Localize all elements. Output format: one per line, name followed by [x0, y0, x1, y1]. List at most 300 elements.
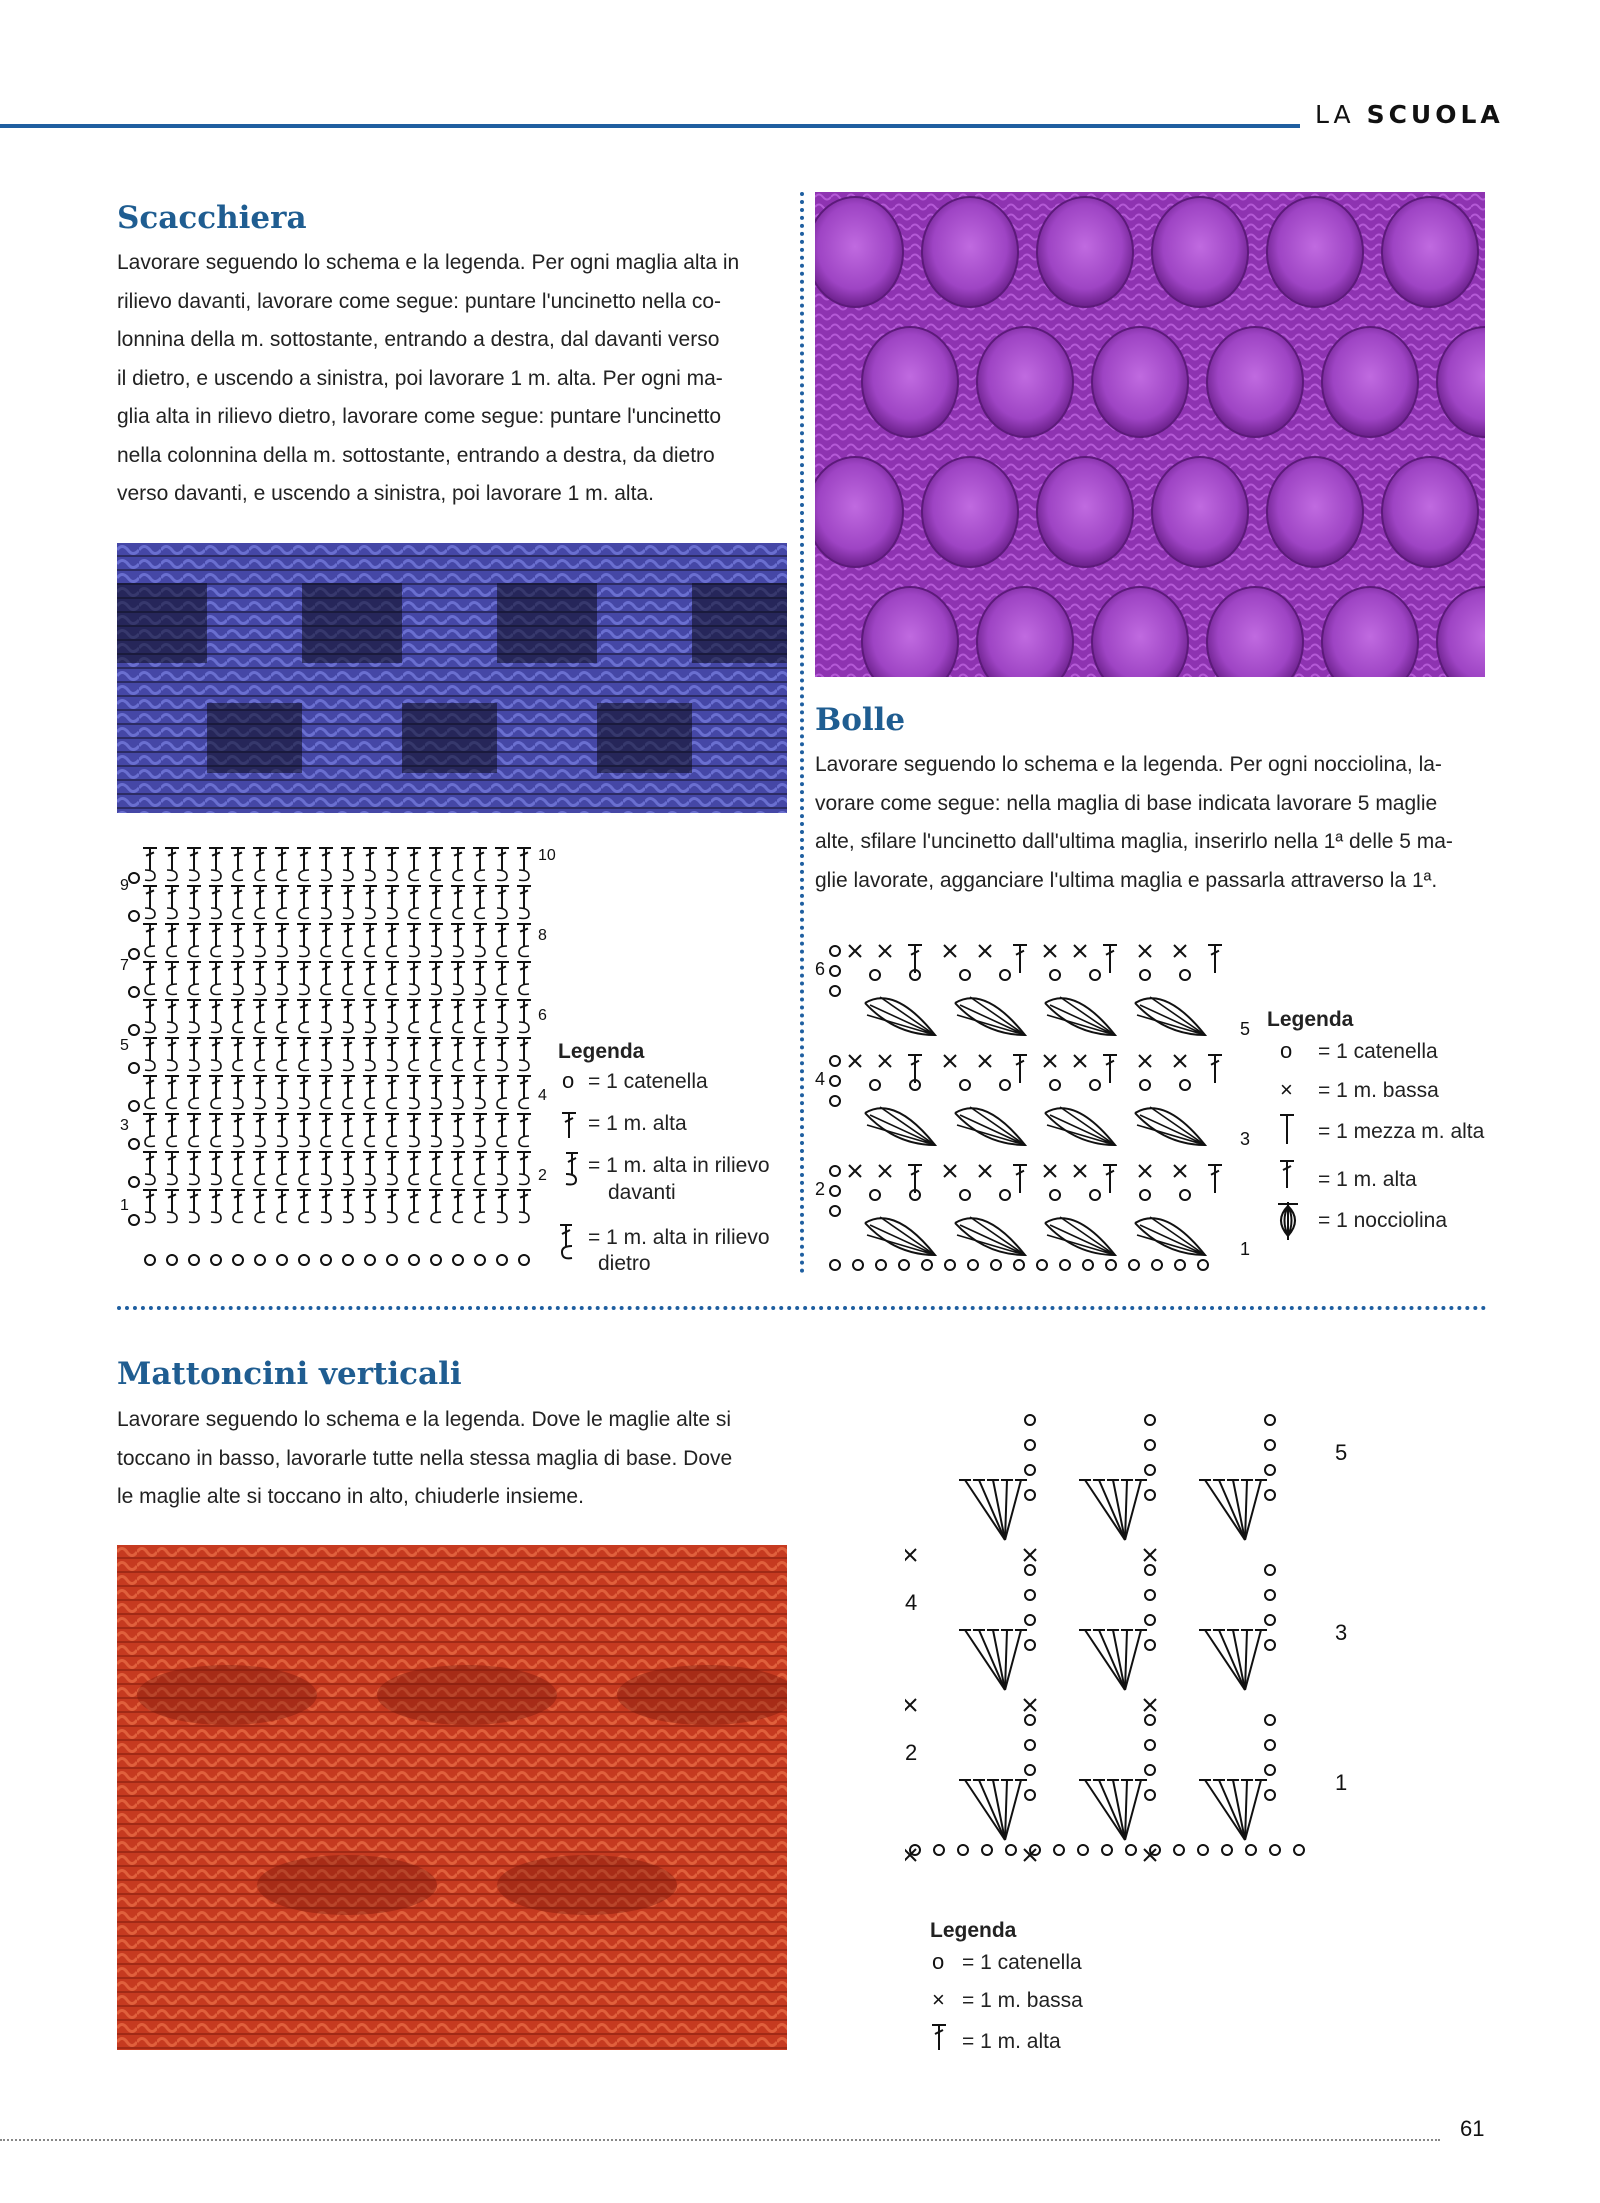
post-stitch-mark [211, 946, 221, 957]
double-crochet-mark [319, 1114, 333, 1136]
chain-stitch-mark [129, 949, 139, 959]
chain-stitch-mark [1265, 1615, 1275, 1625]
double-crochet-mark [473, 848, 487, 870]
single-crochet-mark [1144, 1699, 1156, 1711]
mattoncini-chart [905, 1410, 1365, 1875]
double-crochet-mark [275, 1000, 289, 1022]
chain-stitch-mark [1222, 1845, 1232, 1855]
double-crochet-mark [385, 962, 399, 984]
chain-stitch-mark [129, 1139, 139, 1149]
double-crochet-mark [143, 1076, 157, 1098]
double-crochet-mark [143, 886, 157, 908]
post-stitch-mark [497, 1060, 507, 1071]
double-crochet-mark [473, 1000, 487, 1022]
double-crochet-mark [297, 1038, 311, 1060]
double-crochet-mark [231, 924, 245, 946]
double-crochet-mark [253, 1000, 267, 1022]
post-stitch-mark [189, 1060, 199, 1071]
chain-stitch-mark [1025, 1465, 1035, 1475]
post-stitch-mark [277, 946, 287, 957]
double-crochet-icon [1278, 1158, 1296, 1196]
legend-row: = 1 catenella [962, 1951, 1082, 1974]
post-stitch-mark [497, 1022, 507, 1033]
double-crochet-mark [275, 924, 289, 946]
double-crochet-mark [363, 886, 377, 908]
post-stitch-mark [365, 946, 375, 957]
double-crochet-mark [429, 924, 443, 946]
double-crochet-mark [451, 1038, 465, 1060]
scacchiera-legend-title: Legenda [558, 1040, 645, 1063]
post-stitch-mark [519, 1060, 529, 1071]
row-number: 10 [538, 847, 556, 864]
chain-stitch-mark [830, 1260, 840, 1270]
chain-stitch-mark [409, 1255, 419, 1265]
scacchiera-chart-svg [120, 840, 560, 1280]
bobble-mark [1322, 327, 1418, 437]
chain-stitch-mark [1000, 1080, 1010, 1090]
chain-stitch-mark [1145, 1565, 1155, 1575]
bobble-mark [1382, 457, 1478, 567]
post-stitch-mark [365, 908, 375, 919]
post-stitch-mark [277, 1212, 287, 1223]
post-stitch-mark [255, 870, 265, 881]
post-stitch-mark [497, 1174, 507, 1185]
chain-stitch-mark [830, 1186, 840, 1196]
mattoncini-legend-title: Legenda [930, 1919, 1017, 1942]
chain-stitch-mark [1102, 1845, 1112, 1855]
chain-stitch-icon: o [562, 1068, 575, 1093]
post-stitch-mark [233, 1022, 243, 1033]
chain-stitch-mark [1037, 1260, 1047, 1270]
single-crochet-mark [849, 945, 861, 957]
single-crochet-mark [1144, 1549, 1156, 1561]
chain-stitch-mark [960, 970, 970, 980]
post-stitch-mark [277, 908, 287, 919]
double-crochet-mark [1013, 945, 1027, 973]
post-stitch-mark [453, 1098, 463, 1109]
post-stitch-mark [343, 1174, 353, 1185]
post-stitch-mark [145, 1174, 155, 1185]
section-divider [117, 1306, 1487, 1310]
double-crochet-mark [363, 962, 377, 984]
legend-row: = 1 mezza m. alta [1318, 1120, 1485, 1143]
double-crochet-mark [187, 962, 201, 984]
row-number: 5 [1240, 1019, 1251, 1039]
post-stitch-mark [145, 1060, 155, 1071]
bobble-mark [1037, 197, 1133, 307]
double-crochet-mark [209, 1190, 223, 1212]
double-crochet-mark [165, 962, 179, 984]
post-stitch-mark [167, 908, 177, 919]
text-line: glie lavorate, agganciare l'ultima maglia e passarla attraverso la 1ª. [815, 868, 1438, 892]
chain-stitch-mark [129, 1101, 139, 1111]
row-number: 6 [815, 959, 826, 979]
legend-row: = 1 m. alta [1318, 1168, 1417, 1191]
chain-stitch-mark [1025, 1415, 1035, 1425]
post-stitch-mark [409, 908, 419, 919]
text-line: glia alta in rilievo dietro, lavorare come segue: puntare l'uncinetto [117, 405, 722, 428]
double-crochet-mark [517, 1190, 531, 1212]
double-crochet-mark [319, 1152, 333, 1174]
legend-row: = 1 catenella [588, 1070, 708, 1093]
double-crochet-mark [143, 962, 157, 984]
bobble-mark [1092, 327, 1188, 437]
post-stitch-mark [189, 946, 199, 957]
post-stitch-mark [409, 946, 419, 957]
chain-stitch-mark [1014, 1260, 1024, 1270]
chain-stitch-mark [1090, 970, 1100, 980]
double-crochet-mark [165, 1038, 179, 1060]
double-crochet-mark [253, 886, 267, 908]
chain-stitch-mark [1000, 1190, 1010, 1200]
double-crochet-mark [495, 886, 509, 908]
double-crochet-mark [165, 1000, 179, 1022]
double-crochet-mark [1013, 1055, 1027, 1083]
double-crochet-mark [275, 1152, 289, 1174]
double-crochet-mark [363, 1152, 377, 1174]
post-stitch-mark [453, 908, 463, 919]
post-stitch-mark [387, 1060, 397, 1071]
double-crochet-mark [407, 886, 421, 908]
post-stitch-mark [519, 870, 529, 881]
fan-stitch-mark [1079, 1780, 1147, 1840]
chain-stitch-mark [1083, 1260, 1093, 1270]
chain-stitch-mark [870, 1190, 880, 1200]
chain-stitch-mark [1246, 1845, 1256, 1855]
double-crochet-mark [319, 1190, 333, 1212]
post-stitch-mark [409, 984, 419, 995]
legend-row: = 1 m. alta in rilievo [588, 1154, 770, 1177]
chain-stitch-mark [1145, 1640, 1155, 1650]
chain-stitch-mark [1054, 1845, 1064, 1855]
double-crochet-mark [253, 1152, 267, 1174]
post-stitch-mark [321, 1136, 331, 1147]
post-stitch-mark [475, 1098, 485, 1109]
post-stitch-mark [387, 984, 397, 995]
chain-stitch-mark [453, 1255, 463, 1265]
double-crochet-mark [908, 1165, 922, 1193]
double-crochet-mark [253, 924, 267, 946]
bobble-mark [1382, 197, 1478, 307]
row-number: 6 [538, 1007, 547, 1024]
bobble-mark [815, 457, 903, 567]
chain-stitch-mark [991, 1260, 1001, 1270]
double-crochet-mark [407, 1076, 421, 1098]
chain-stitch-mark [830, 1056, 840, 1066]
bolle-chart [815, 935, 1255, 1280]
legend-row: = 1 m. bassa [1318, 1079, 1439, 1102]
chain-stitch-mark [1265, 1565, 1275, 1575]
post-stitch-mark [233, 1098, 243, 1109]
double-crochet-mark [297, 962, 311, 984]
double-crochet-mark [451, 1000, 465, 1022]
fan-stitch-mark [959, 1480, 1027, 1540]
post-stitch-mark [167, 946, 177, 957]
double-crochet-mark [495, 924, 509, 946]
post-stitch-mark [211, 1098, 221, 1109]
chain-stitch-mark [233, 1255, 243, 1265]
double-crochet-mark [253, 848, 267, 870]
chain-stitch-mark [255, 1255, 265, 1265]
row-number: 1 [1240, 1239, 1251, 1259]
fan-stitch-mark [959, 1780, 1027, 1840]
chain-stitch-mark [1270, 1845, 1280, 1855]
post-stitch-mark [387, 946, 397, 957]
post-stitch-mark [431, 870, 441, 881]
chain-stitch-mark [1025, 1790, 1035, 1800]
post-stitch-mark [453, 870, 463, 881]
single-crochet-mark [879, 1165, 891, 1177]
double-crochet-mark [275, 1114, 289, 1136]
chain-stitch-mark [1025, 1615, 1035, 1625]
double-crochet-mark [143, 1038, 157, 1060]
bobble-mark [977, 327, 1073, 437]
single-crochet-mark [1074, 1165, 1086, 1177]
single-crochet-mark [879, 1055, 891, 1067]
post-stitch-mark [255, 946, 265, 957]
post-stitch-mark [365, 1060, 375, 1071]
bolle-legend-title: Legenda [1267, 1008, 1354, 1031]
post-stitch-mark [431, 908, 441, 919]
single-crochet-mark [1174, 1055, 1186, 1067]
double-crochet-mark [1013, 1165, 1027, 1193]
post-stitch-mark [321, 1098, 331, 1109]
double-crochet-mark [495, 1190, 509, 1212]
double-crochet-mark [341, 1114, 355, 1136]
chain-stitch-mark [876, 1260, 886, 1270]
double-crochet-icon [560, 1110, 578, 1146]
chain-stitch-mark [1145, 1790, 1155, 1800]
post-stitch-mark [189, 1136, 199, 1147]
row-number: 8 [538, 927, 547, 944]
double-crochet-mark [231, 886, 245, 908]
double-crochet-mark [407, 1000, 421, 1022]
double-crochet-mark [275, 962, 289, 984]
double-crochet-mark [1208, 945, 1222, 973]
post-stitch-mark [233, 984, 243, 995]
chain-stitch-mark [1198, 1260, 1208, 1270]
post-stitch-mark [145, 1022, 155, 1033]
scacchiera-title: Scacchiera [117, 200, 307, 236]
post-stitch-mark [233, 908, 243, 919]
double-crochet-mark [363, 1076, 377, 1098]
double-crochet-mark [143, 1000, 157, 1022]
double-crochet-mark [363, 1114, 377, 1136]
fan-stitch-mark [1199, 1630, 1267, 1690]
double-crochet-mark [231, 1114, 245, 1136]
post-stitch-mark [189, 984, 199, 995]
double-crochet-mark [275, 848, 289, 870]
puff-stitch-mark [1045, 1107, 1115, 1145]
post-stitch-mark [387, 1098, 397, 1109]
post-stitch-mark [365, 1098, 375, 1109]
chain-stitch-mark [167, 1255, 177, 1265]
post-stitch-mark [299, 1174, 309, 1185]
post-stitch-mark [475, 870, 485, 881]
double-crochet-mark [341, 962, 355, 984]
post-stitch-mark [497, 946, 507, 957]
post-stitch-mark [233, 946, 243, 957]
post-stitch-mark [343, 1136, 353, 1147]
post-stitch-mark [409, 1098, 419, 1109]
post-stitch-mark [189, 870, 199, 881]
scacchiera-photo [117, 543, 787, 813]
double-crochet-mark [517, 1038, 531, 1060]
scacchiera-chart [120, 840, 560, 1285]
single-crochet-mark [979, 1055, 991, 1067]
chain-stitch-mark [1145, 1615, 1155, 1625]
post-stitch-mark [299, 984, 309, 995]
post-stitch-mark [387, 870, 397, 881]
double-crochet-mark [1103, 1165, 1117, 1193]
double-crochet-mark [429, 1114, 443, 1136]
row-number: 1 [120, 1197, 129, 1214]
post-stitch-mark [497, 1098, 507, 1109]
double-crochet-mark [297, 1076, 311, 1098]
puff-stitch-mark [955, 997, 1025, 1035]
chain-stitch-mark [1050, 1190, 1060, 1200]
post-stitch-mark [343, 1022, 353, 1033]
post-stitch-mark [497, 870, 507, 881]
chain-stitch-icon: o [1280, 1038, 1293, 1063]
chain-stitch-mark [1180, 1080, 1190, 1090]
post-stitch-mark [211, 1060, 221, 1071]
column-divider [800, 192, 804, 1274]
double-crochet-mark [495, 1152, 509, 1174]
post-stitch-mark [167, 1098, 177, 1109]
double-crochet-mark [297, 886, 311, 908]
mattoncini-photo [117, 1545, 787, 2050]
post-stitch-mark [409, 1136, 419, 1147]
double-crochet-mark [319, 924, 333, 946]
post-stitch-mark [233, 1174, 243, 1185]
post-stitch-mark [409, 1022, 419, 1033]
double-crochet-mark [209, 962, 223, 984]
double-crochet-mark [517, 1076, 531, 1098]
chain-stitch-mark [431, 1255, 441, 1265]
chain-stitch-mark [1265, 1465, 1275, 1475]
double-crochet-mark [407, 848, 421, 870]
single-crochet-mark [944, 945, 956, 957]
text-line: Lavorare seguendo lo schema e la legenda. Per ogni nocciolina, la- [815, 753, 1442, 776]
double-crochet-mark [495, 1076, 509, 1098]
text-line: toccano in basso, lavorarle tutte nella stessa maglia di base. Dove [117, 1446, 733, 1470]
double-crochet-mark [209, 1152, 223, 1174]
double-crochet-mark [165, 924, 179, 946]
double-crochet-mark [473, 962, 487, 984]
chain-stitch-mark [129, 1215, 139, 1225]
chain-stitch-mark [1265, 1715, 1275, 1725]
chain-stitch-mark [189, 1255, 199, 1265]
double-crochet-mark [187, 1038, 201, 1060]
single-crochet-mark [849, 1055, 861, 1067]
double-crochet-mark [1103, 1055, 1117, 1083]
post-stitch-mark [475, 1174, 485, 1185]
chain-stitch-mark [1265, 1490, 1275, 1500]
double-crochet-mark [429, 848, 443, 870]
chain-stitch-mark [1145, 1740, 1155, 1750]
post-stitch-mark [233, 1136, 243, 1147]
post-stitch-mark [321, 946, 331, 957]
mattoncini-title: Mattoncini verticali [117, 1356, 462, 1392]
chain-stitch-mark [899, 1260, 909, 1270]
single-crochet-icon: × [1280, 1077, 1293, 1102]
chain-stitch-mark [1126, 1845, 1136, 1855]
post-stitch-mark [321, 1022, 331, 1033]
double-crochet-mark [385, 924, 399, 946]
chain-stitch-mark [1129, 1260, 1139, 1270]
legend-row: = 1 m. alta in rilievo [588, 1226, 770, 1249]
chain-stitch-mark [321, 1255, 331, 1265]
text-line: le maglie alte si toccano in alto, chiuderle insieme. [117, 1485, 584, 1508]
post-stitch-mark [431, 1022, 441, 1033]
post-stitch-mark [519, 1212, 529, 1223]
double-crochet-mark [407, 1114, 421, 1136]
double-crochet-mark [143, 1114, 157, 1136]
double-crochet-mark [495, 848, 509, 870]
post-stitch-mark [167, 870, 177, 881]
chain-stitch-mark [830, 946, 840, 956]
bobble-mark [922, 197, 1018, 307]
double-crochet-mark [165, 1190, 179, 1212]
double-crochet-mark [473, 1114, 487, 1136]
double-crochet-mark [297, 1190, 311, 1212]
double-crochet-mark [165, 848, 179, 870]
bobble-mark [1267, 457, 1363, 567]
chain-stitch-mark [1145, 1765, 1155, 1775]
chain-stitch-mark [1145, 1715, 1155, 1725]
double-crochet-mark [451, 1152, 465, 1174]
chain-stitch-mark [1140, 970, 1150, 980]
double-crochet-mark [495, 1000, 509, 1022]
post-stitch-mark [519, 1022, 529, 1033]
double-crochet-mark [165, 1152, 179, 1174]
post-stitch-mark [497, 1136, 507, 1147]
post-stitch-mark [299, 1022, 309, 1033]
post-stitch-mark [431, 946, 441, 957]
post-stitch-mark [343, 946, 353, 957]
text-line: lonnina della m. sottostante, entrando a destra, dal davanti verso [117, 328, 720, 351]
double-crochet-mark [363, 1190, 377, 1212]
double-crochet-mark [319, 962, 333, 984]
chain-stitch-mark [129, 1177, 139, 1187]
double-crochet-mark [187, 886, 201, 908]
fan-stitch-mark [959, 1630, 1027, 1690]
post-stitch-mark [365, 870, 375, 881]
chain-stitch-mark [1198, 1845, 1208, 1855]
post-stitch-mark [475, 908, 485, 919]
post-stitch-mark [233, 870, 243, 881]
post-stitch-mark [167, 1174, 177, 1185]
double-crochet-mark [407, 1190, 421, 1212]
post-stitch-mark [255, 1212, 265, 1223]
row-number: 2 [815, 1179, 826, 1199]
row-number: 3 [120, 1117, 129, 1134]
post-stitch-mark [167, 1060, 177, 1071]
post-stitch-mark [387, 1022, 397, 1033]
row-number: 3 [1240, 1129, 1251, 1149]
scacchiera-text [117, 244, 797, 514]
double-crochet-mark [143, 1152, 157, 1174]
double-crochet-mark [275, 1190, 289, 1212]
chain-stitch-mark [934, 1845, 944, 1855]
post-stitch-mark [343, 1212, 353, 1223]
post-stitch-mark [343, 908, 353, 919]
post-stitch-mark [475, 1136, 485, 1147]
mattoncini-text [117, 1401, 797, 1517]
double-crochet-mark [297, 1114, 311, 1136]
text-line: rilievo davanti, lavorare come segue: puntare l'uncinetto nella co- [117, 289, 722, 313]
